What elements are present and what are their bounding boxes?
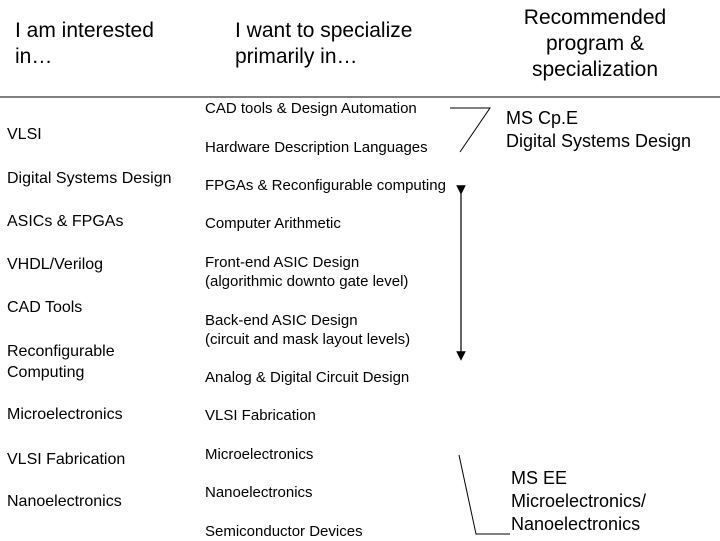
interest-item: Microelectronics xyxy=(7,406,123,423)
header-interested-line1: I am interested xyxy=(15,19,154,42)
specialization-item: Semiconductor Devices xyxy=(205,523,363,540)
specialization-item: Computer Arithmetic xyxy=(205,215,341,232)
specialization-item: Analog & Digital Circuit Design xyxy=(205,369,410,386)
program-ee-name: MS EE xyxy=(511,468,568,488)
program-ee-specialization-line1: Microelectronics/ xyxy=(511,491,647,511)
specialization-item: VLSI Fabrication xyxy=(205,407,316,424)
header-recommended xyxy=(505,5,685,83)
program-ee-specialization-line2: Nanoelectronics xyxy=(511,514,641,534)
header-recommended-line2: program & xyxy=(545,32,645,55)
header-recommended-line3: specialization xyxy=(531,58,659,81)
specialization-item: Microelectronics xyxy=(205,446,314,463)
specialization-item: CAD tools & Design Automation xyxy=(205,100,417,117)
interest-item: Reconfigurable Computing xyxy=(7,343,115,381)
header-specialize xyxy=(235,18,412,70)
specialization-item: Back-end ASIC Design (circuit and mask layout levels) xyxy=(205,312,411,348)
header-interested-line2: in… xyxy=(15,45,53,68)
program-cpe-specialization: Digital Systems Design xyxy=(506,131,692,151)
specialization-item: Hardware Description Languages xyxy=(205,139,428,156)
cpe-bracket-line xyxy=(450,108,490,152)
program-cpe xyxy=(506,107,691,153)
interest-item: Digital Systems Design xyxy=(7,170,172,187)
specialization-item: Nanoelectronics xyxy=(205,484,313,501)
interest-item: VLSI xyxy=(7,126,42,143)
interest-item: Nanoelectronics xyxy=(7,493,122,510)
header-specialize-line2: primarily in… xyxy=(235,45,358,68)
interest-item: VLSI Fabrication xyxy=(7,451,126,468)
header-specialize-line1: I want to specialize xyxy=(235,19,413,42)
interest-item: CAD Tools xyxy=(7,299,83,316)
specialization-item: Front-end ASIC Design (algorithmic downto gate level) xyxy=(205,254,409,290)
interest-item: ASICs & FPGAs xyxy=(7,213,124,230)
header-recommended-line1: Recommended xyxy=(523,6,667,29)
ee-bracket-line xyxy=(459,455,510,534)
interest-item: VHDL/Verilog xyxy=(7,256,104,273)
header-interested xyxy=(15,18,154,70)
specialization-item: FPGAs & Reconfigurable computing xyxy=(205,177,446,194)
program-ee xyxy=(511,467,646,536)
program-cpe-name: MS Cp.E xyxy=(506,108,579,128)
